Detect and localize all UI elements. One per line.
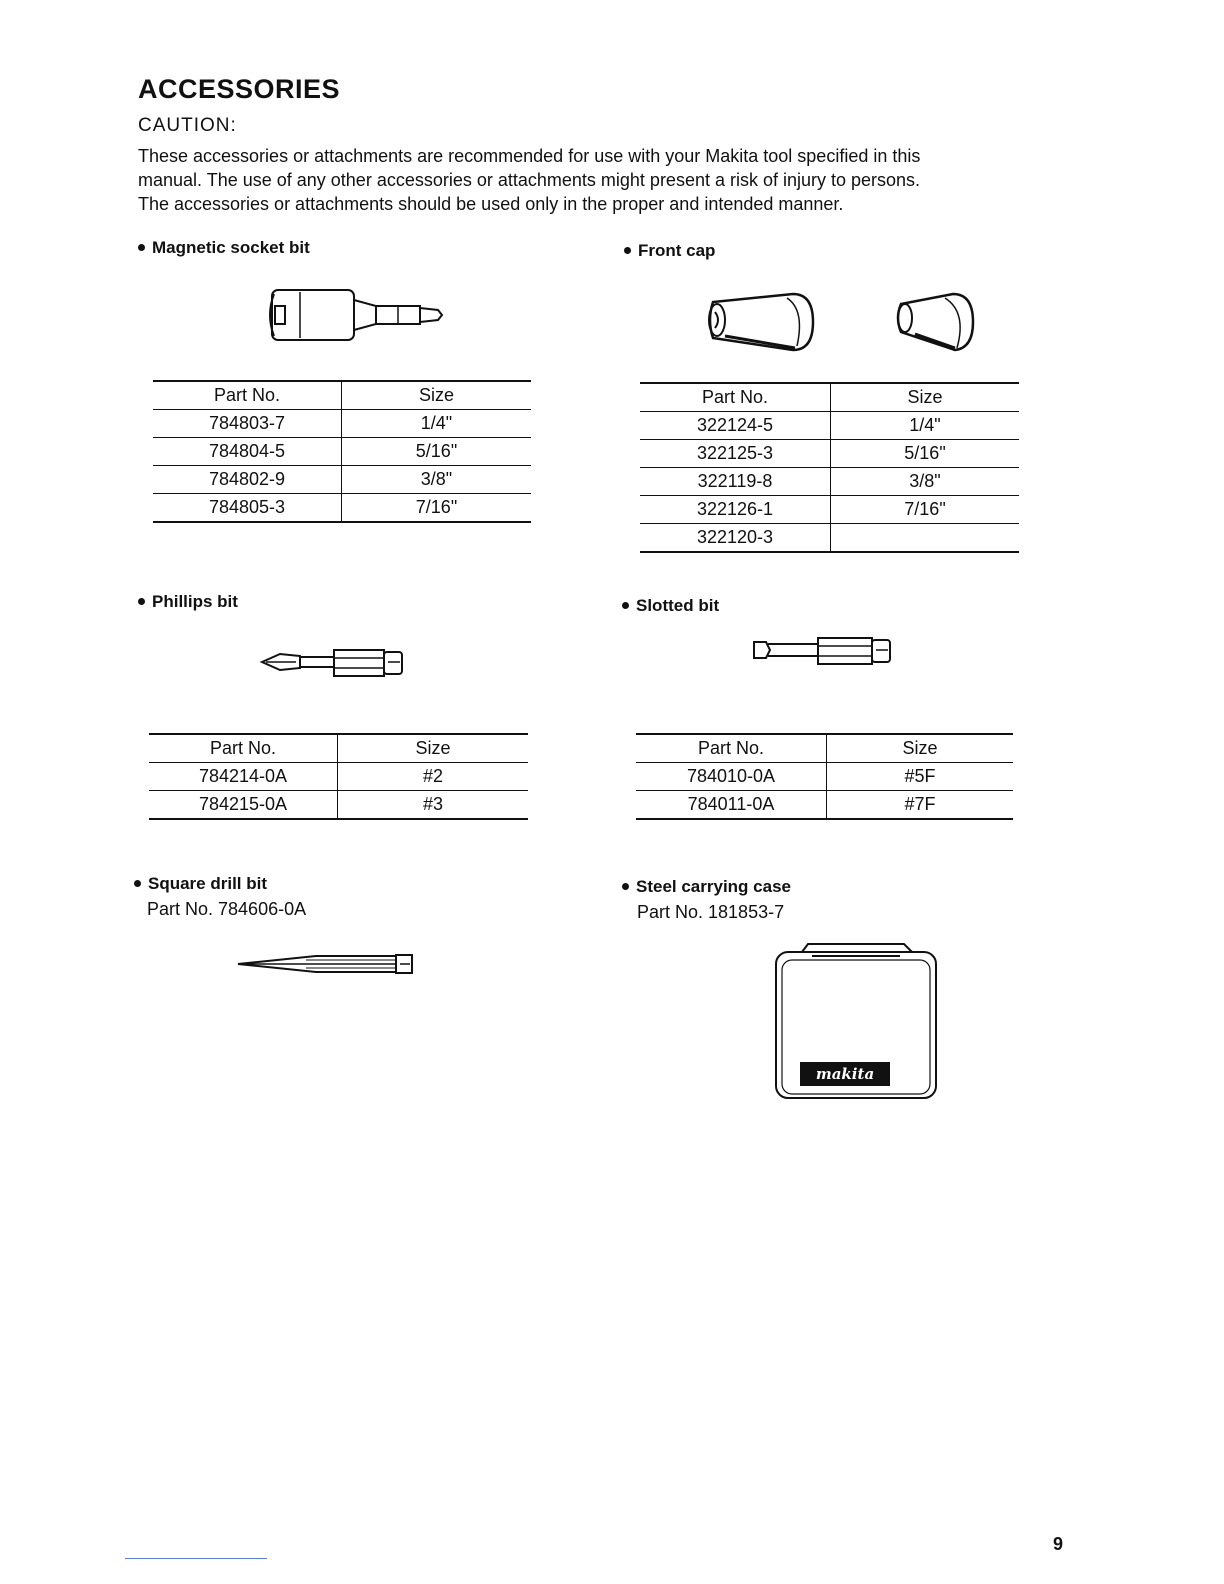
header-part-no: Part No. bbox=[149, 734, 338, 763]
part-no-cell: 784804-5 bbox=[153, 438, 342, 466]
phillips-bit-table bbox=[149, 733, 528, 820]
table-row bbox=[640, 440, 1019, 468]
size-cell bbox=[831, 524, 1020, 553]
header-part-no: Part No. bbox=[640, 383, 831, 412]
table-row bbox=[636, 791, 1013, 820]
bullet-icon bbox=[138, 244, 145, 251]
bullet-icon bbox=[134, 880, 141, 887]
phillips-bit-illustration bbox=[260, 648, 410, 678]
table-row bbox=[640, 412, 1019, 440]
intro-line: These accessories or attachments are recommended for use with your Makita tool specified in this bbox=[138, 146, 921, 166]
footer-divider bbox=[125, 1558, 267, 1559]
header-size: Size bbox=[338, 734, 529, 763]
size-cell: 7/16" bbox=[831, 496, 1020, 524]
part-no-cell: 784011-0A bbox=[636, 791, 827, 820]
table-header-row bbox=[153, 381, 531, 410]
front-cap-illustration bbox=[705, 290, 980, 356]
header-part-no: Part No. bbox=[636, 734, 827, 763]
bullet-icon bbox=[138, 598, 145, 605]
size-cell: 5/16" bbox=[831, 440, 1020, 468]
part-no-cell: 784010-0A bbox=[636, 763, 827, 791]
table-row bbox=[149, 763, 528, 791]
part-no-cell: 784803-7 bbox=[153, 410, 342, 438]
size-cell: 3/8" bbox=[831, 468, 1020, 496]
bullet-icon bbox=[624, 247, 631, 254]
table-row bbox=[640, 524, 1019, 553]
square-drill-bit-part-no: Part No. 784606-0A bbox=[147, 899, 307, 919]
front-cap-heading: Front cap bbox=[624, 241, 715, 261]
header-size: Size bbox=[827, 734, 1014, 763]
bullet-icon bbox=[622, 602, 629, 609]
size-cell: 3/8" bbox=[342, 466, 532, 494]
steel-carrying-case-illustration bbox=[772, 938, 942, 1104]
size-cell: 5/16" bbox=[342, 438, 532, 466]
table-row bbox=[153, 466, 531, 494]
table-header-row bbox=[636, 734, 1013, 763]
size-cell: #7F bbox=[827, 791, 1014, 820]
table-row bbox=[153, 494, 531, 523]
table-header-row bbox=[149, 734, 528, 763]
part-no-cell: 784214-0A bbox=[149, 763, 338, 791]
size-cell: #5F bbox=[827, 763, 1014, 791]
steel-carrying-case-heading: Steel carrying case bbox=[622, 877, 791, 897]
header-part-no: Part No. bbox=[153, 381, 342, 410]
size-cell: #2 bbox=[338, 763, 529, 791]
steel-carrying-case-part-no: Part No. 181853-7 bbox=[637, 902, 785, 922]
size-cell: 7/16" bbox=[342, 494, 532, 523]
part-no-cell: 322126-1 bbox=[640, 496, 831, 524]
bullet-icon bbox=[622, 883, 629, 890]
intro-paragraph bbox=[138, 144, 1084, 216]
page-number: 9 bbox=[1053, 1534, 1064, 1554]
table-row bbox=[636, 763, 1013, 791]
table-row bbox=[153, 410, 531, 438]
size-cell: 1/4" bbox=[831, 412, 1020, 440]
magnetic-socket-bit-table bbox=[153, 380, 531, 523]
magnetic-socket-bit-heading: Magnetic socket bit bbox=[138, 238, 310, 258]
size-cell: 1/4" bbox=[342, 410, 532, 438]
part-no-cell: 322120-3 bbox=[640, 524, 831, 553]
phillips-bit-heading: Phillips bit bbox=[138, 592, 238, 612]
front-cap-table bbox=[640, 382, 1019, 553]
header-size: Size bbox=[342, 381, 532, 410]
square-drill-bit-heading: Square drill bit bbox=[134, 874, 267, 894]
slotted-bit-illustration bbox=[752, 636, 897, 666]
slotted-bit-table bbox=[636, 733, 1013, 820]
header-size: Size bbox=[831, 383, 1020, 412]
magnetic-socket-bit-illustration bbox=[270, 286, 450, 346]
table-row bbox=[149, 791, 528, 820]
part-no-cell: 322124-5 bbox=[640, 412, 831, 440]
part-no-cell: 784215-0A bbox=[149, 791, 338, 820]
table-row bbox=[153, 438, 531, 466]
part-no-cell: 322119-8 bbox=[640, 468, 831, 496]
table-row bbox=[640, 468, 1019, 496]
part-no-cell: 784802-9 bbox=[153, 466, 342, 494]
part-no-cell: 784805-3 bbox=[153, 494, 342, 523]
part-no-cell: 322125-3 bbox=[640, 440, 831, 468]
slotted-bit-heading: Slotted bit bbox=[622, 596, 719, 616]
table-row bbox=[640, 496, 1019, 524]
intro-line: manual. The use of any other accessories or attachments might present a risk of injury to persons. bbox=[138, 170, 921, 190]
caution-label: CAUTION: bbox=[138, 115, 237, 136]
square-drill-bit-illustration bbox=[236, 952, 416, 976]
size-cell: #3 bbox=[338, 791, 529, 820]
page-title: ACCESSORIES bbox=[138, 74, 341, 104]
table-header-row bbox=[640, 383, 1019, 412]
intro-line: The accessories or attachments should be used only in the proper and intended manner. bbox=[138, 194, 844, 214]
makita-logo-text: makita bbox=[815, 1065, 875, 1083]
